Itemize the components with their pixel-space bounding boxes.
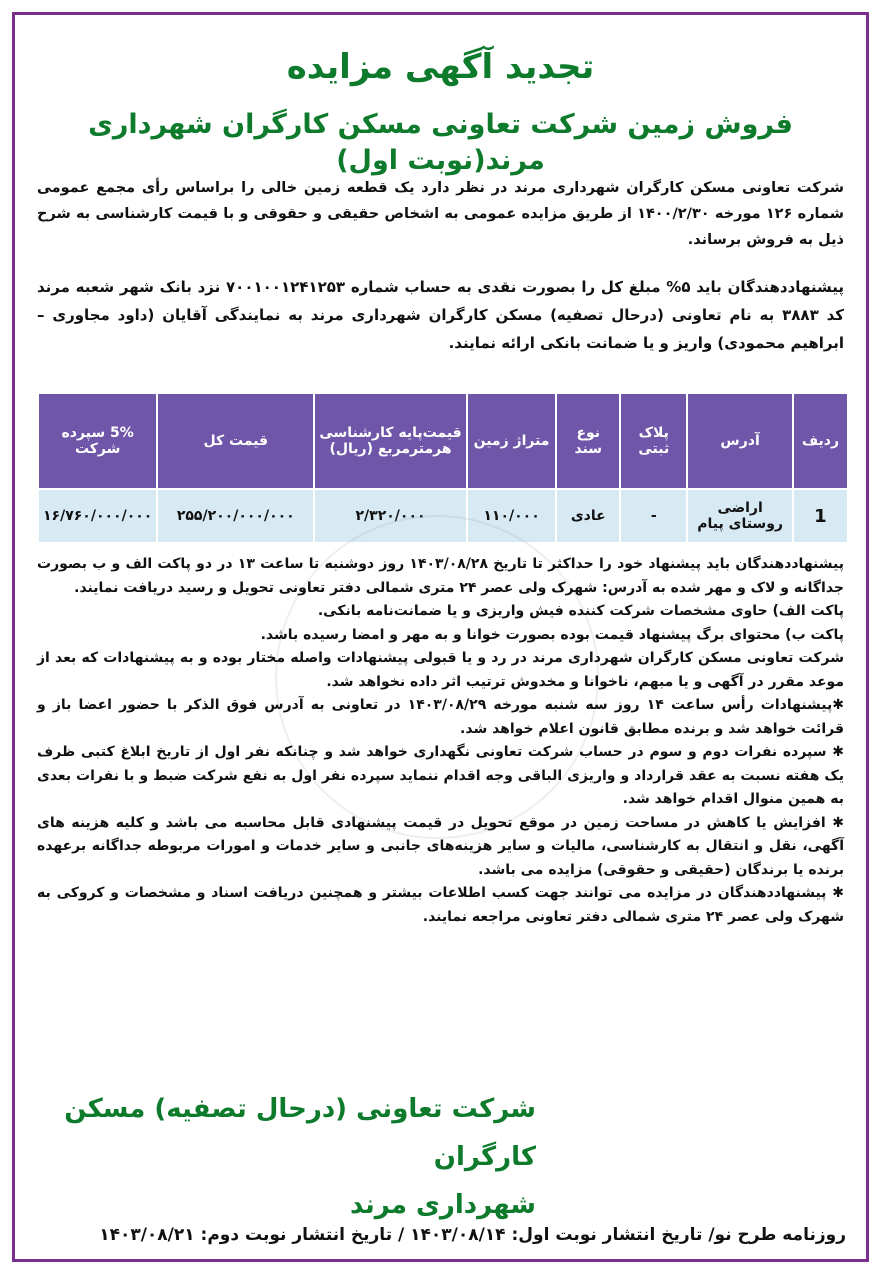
condition-information: ✱ پیشنهاددهندگان در مزایده می توانند جهت کسب اطلاعات بیشتر و همچنین دریافت اسناد و مشخصات و کروکی به شهرک ولی عصر ۲۴ متری شمالی دفتر تعاونی مراجعه نمایند. (37, 885, 844, 925)
cell-base-price: ۲/۳۲۰/۰۰۰ (314, 489, 467, 543)
header-deposit: 5% سپرده شرکت (38, 393, 157, 489)
notice-frame (12, 12, 869, 1262)
condition-envelope-a: پاکت الف) حاوی مشخصات شرکت کننده فیش واریزی و یا ضمانت‌نامه بانکی. (317, 603, 844, 619)
signature-block (56, 1085, 536, 1229)
condition-deposits: ✱ سپرده نفرات دوم و سوم در حساب شرکت تعاونی نگهداری خواهد شد و چنانکه نفر اول از تاریخ ابلاغ کتبی ظرف یک هفته نسبت به عقد قرارداد و واریزی الباقی وجه اقدام ننماید سپرده نفر اول به نفع شرکت ضبط و با نفرات بعدی به همین منوال اقدام خواهد شد. (37, 744, 844, 807)
condition-submission: پیشنهاددهندگان باید پیشنهاد خود را حداکثر تا تاریخ ۱۴۰۳/۰۸/۲۸ روز دوشنبه تا ساعت ۱۳ در دو پاکت الف و ب بصورت جداگانه و لاک و مهر شده به آدرس: شهرک ولی عصر ۲۴ متری شمالی دفتر تعاونی تحویل و رسید دریافت نمایند. (37, 556, 844, 596)
cell-land-area: ۱۱۰/۰۰۰ (467, 489, 556, 543)
cell-document-type: عادی (556, 489, 620, 543)
header-registration-plate: پلاک ثبتی (620, 393, 687, 489)
header-base-price: قیمت‌پایه کارشناسی هرمترمربع (ریال) (314, 393, 467, 489)
cell-deposit: ۱۶/۷۶۰/۰۰۰/۰۰۰ (38, 489, 157, 543)
intro-paragraph-2: پیشنهاددهندگان باید ۵% مبلغ کل را بصورت نقدی به حساب شماره ۷۰۰۱۰۰۱۲۴۱۲۵۳ نزد بانک شهر شعبه مرند کد ۳۸۸۳ به نام تعاونی (درحال تصفیه) مسکن کارگران شهرداری مرند به نمایندگی آقایان (داود مجاوری – ابراهیم محمودی) واریز و یا ضمانت بانکی ارائه نمایند. (37, 278, 844, 352)
header-address: آدرس (687, 393, 793, 489)
condition-rights: شرکت تعاونی مسکن کارگران شهرداری مرند در رد و یا قبولی پیشنهادات واصله مختار بوده و به پیشنهادات که بعد از موعد مقرر در آگهی و یا مبهم، ناخوانا و مخدوش ترتیب اثر داده نخواهد شد. (37, 650, 844, 690)
signature-line-2: شهرداری مرند (349, 1190, 536, 1220)
header-total-price: قیمت کل (157, 393, 314, 489)
conditions-text (37, 553, 844, 929)
notice-title: تجدید آگهی مزایده (286, 47, 595, 87)
cell-registration-plate: - (620, 489, 687, 543)
condition-opening: ✱پیشنهادات رأس ساعت ۱۴ روز سه شنبه مورخه ۱۴۰۳/۰۸/۲۹ در تعاونی به آدرس فوق الذکر با حضور اعضا باز و قرائت خواهد شد و برنده مطابق قانون اعلام خواهد شد. (37, 697, 845, 737)
cell-total-price: ۲۵۵/۲۰۰/۰۰۰/۰۰۰ (157, 489, 314, 543)
table-header-row (38, 393, 848, 489)
condition-area-costs: ✱ افزایش یا کاهش در مساحت زمین در موقع تحویل در قیمت پیشنهادی قابل محاسبه می باشد و کلیه هزینه های آگهی، نقل و انتقال به کارشناسی، مالیات و سایر هزینه‌های جانبی و سایر خدمات و امورات مربوطه جداگانه برعهده برنده یا برندگان (حقیقی و حقوقی) مزایده می باشد. (37, 814, 844, 878)
table-row (38, 489, 848, 543)
signature-line-1: شرکت تعاونی (درحال تصفیه) مسکن کارگران (64, 1094, 536, 1172)
notice-subtitle: فروش زمین شرکت تعاونی مسکن کارگران شهرداری مرند(نوبت اول) (88, 109, 793, 176)
cell-address: اراضی روستای پیام (687, 489, 793, 543)
header-row-number: ردیف (793, 393, 848, 489)
header-land-area: متراژ زمین (467, 393, 556, 489)
auction-table (37, 392, 849, 544)
publication-footer: روزنامه طرح نو/ تاریخ انتشار نوبت اول: ۱۴۰۳/۰۸/۱۴ / تاریخ انتشار نوبت دوم: ۱۴۰۳/۰۸/۲۱ (99, 1225, 846, 1245)
intro-paragraph-1: شرکت تعاونی مسکن کارگران شهرداری مرند در نظر دارد یک قطعه زمین خالی را براساس رأی مجمع عمومی شماره ۱۲۶ مورخه ۱۴۰۰/۲/۳۰ از طریق مزایده عمومی به اشخاص حقیقی و حقوقی و با قیمت کارشناسی به شرح ذیل به فروش برساند. (37, 180, 844, 248)
header-document-type: نوع سند (556, 393, 620, 489)
cell-row-number: 1 (793, 489, 848, 543)
condition-envelope-b: پاکت ب) محتوای برگ پیشنهاد قیمت بوده بصورت خوانا و به مهر و امضا رسیده باشد. (260, 626, 844, 643)
